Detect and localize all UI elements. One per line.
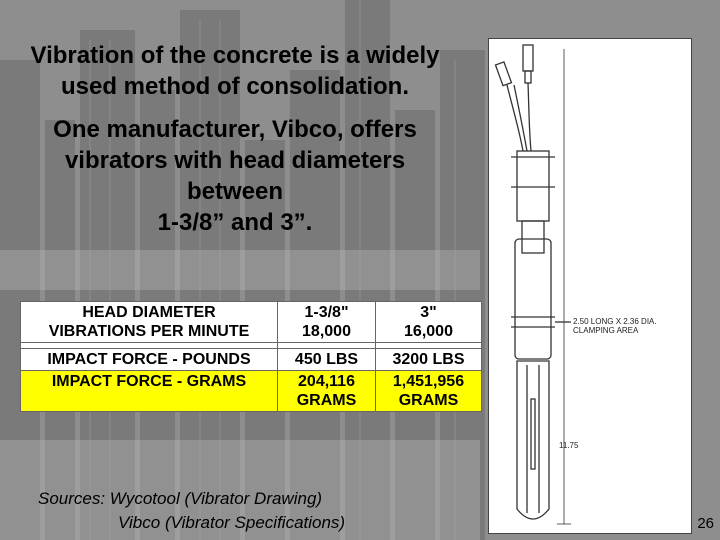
intro-text xyxy=(30,40,440,238)
value-large-diameter: 3" xyxy=(420,304,437,321)
row-label-vibrations: VIBRATIONS PER MINUTE xyxy=(48,323,250,340)
cell-large-head xyxy=(376,302,482,343)
coupling xyxy=(522,221,544,253)
row-label-head-diameter: HEAD DIAMETER xyxy=(82,304,216,321)
clamp-dimension-label xyxy=(573,317,657,335)
value-small-pounds: 450 LBS xyxy=(278,349,376,371)
intro-paragraph-2-range: 1-3/8” and 3”. xyxy=(157,209,313,236)
fitting-top xyxy=(523,45,533,71)
cell-small-head xyxy=(278,302,376,343)
sources-line-2: Vibco (Vibrator Specifications) xyxy=(118,513,346,532)
vibrator-head xyxy=(517,361,549,519)
value-large-pounds: 3200 LBS xyxy=(376,349,482,371)
length-dimension-label: 11.75 xyxy=(559,441,579,450)
value-large-vpm: 16,000 xyxy=(404,323,453,340)
table-row xyxy=(21,302,482,343)
intro-paragraph-2 xyxy=(30,114,440,238)
vibrator-specs-table xyxy=(20,301,482,412)
sources-line-1: Sources: Wycotool (Vibrator Drawing) xyxy=(38,489,323,508)
table-row xyxy=(21,349,482,371)
value-small-diameter: 1-3/8" xyxy=(304,304,349,321)
value-small-grams: 204,116 GRAMS xyxy=(278,371,376,412)
vibrator-drawing xyxy=(489,39,693,535)
row-label-impact-pounds: IMPACT FORCE - POUNDS xyxy=(21,349,278,371)
intro-paragraph-2-text: One manufacturer, Vibco, offers vibrators with head diameters between xyxy=(53,116,417,205)
vibrator-drawing-panel xyxy=(488,38,692,534)
row-label xyxy=(21,302,278,343)
clamp-label-line-1: 2.50 LONG X 2.36 DIA. xyxy=(573,317,657,326)
sources-note xyxy=(38,487,398,535)
row-label-impact-grams: IMPACT FORCE - GRAMS xyxy=(21,371,278,412)
value-large-grams: 1,451,956 GRAMS xyxy=(376,371,482,412)
page-number: 26 xyxy=(697,515,714,532)
value-small-vpm: 18,000 xyxy=(302,323,351,340)
table-row-highlighted xyxy=(21,371,482,412)
intro-paragraph-1: Vibration of the concrete is a widely used method of consolidation. xyxy=(30,42,440,100)
clamping-tube xyxy=(515,239,551,359)
clamp-label-line-2: CLAMPING AREA xyxy=(573,326,639,335)
fitting-side xyxy=(495,62,511,86)
motor-housing xyxy=(517,151,549,221)
